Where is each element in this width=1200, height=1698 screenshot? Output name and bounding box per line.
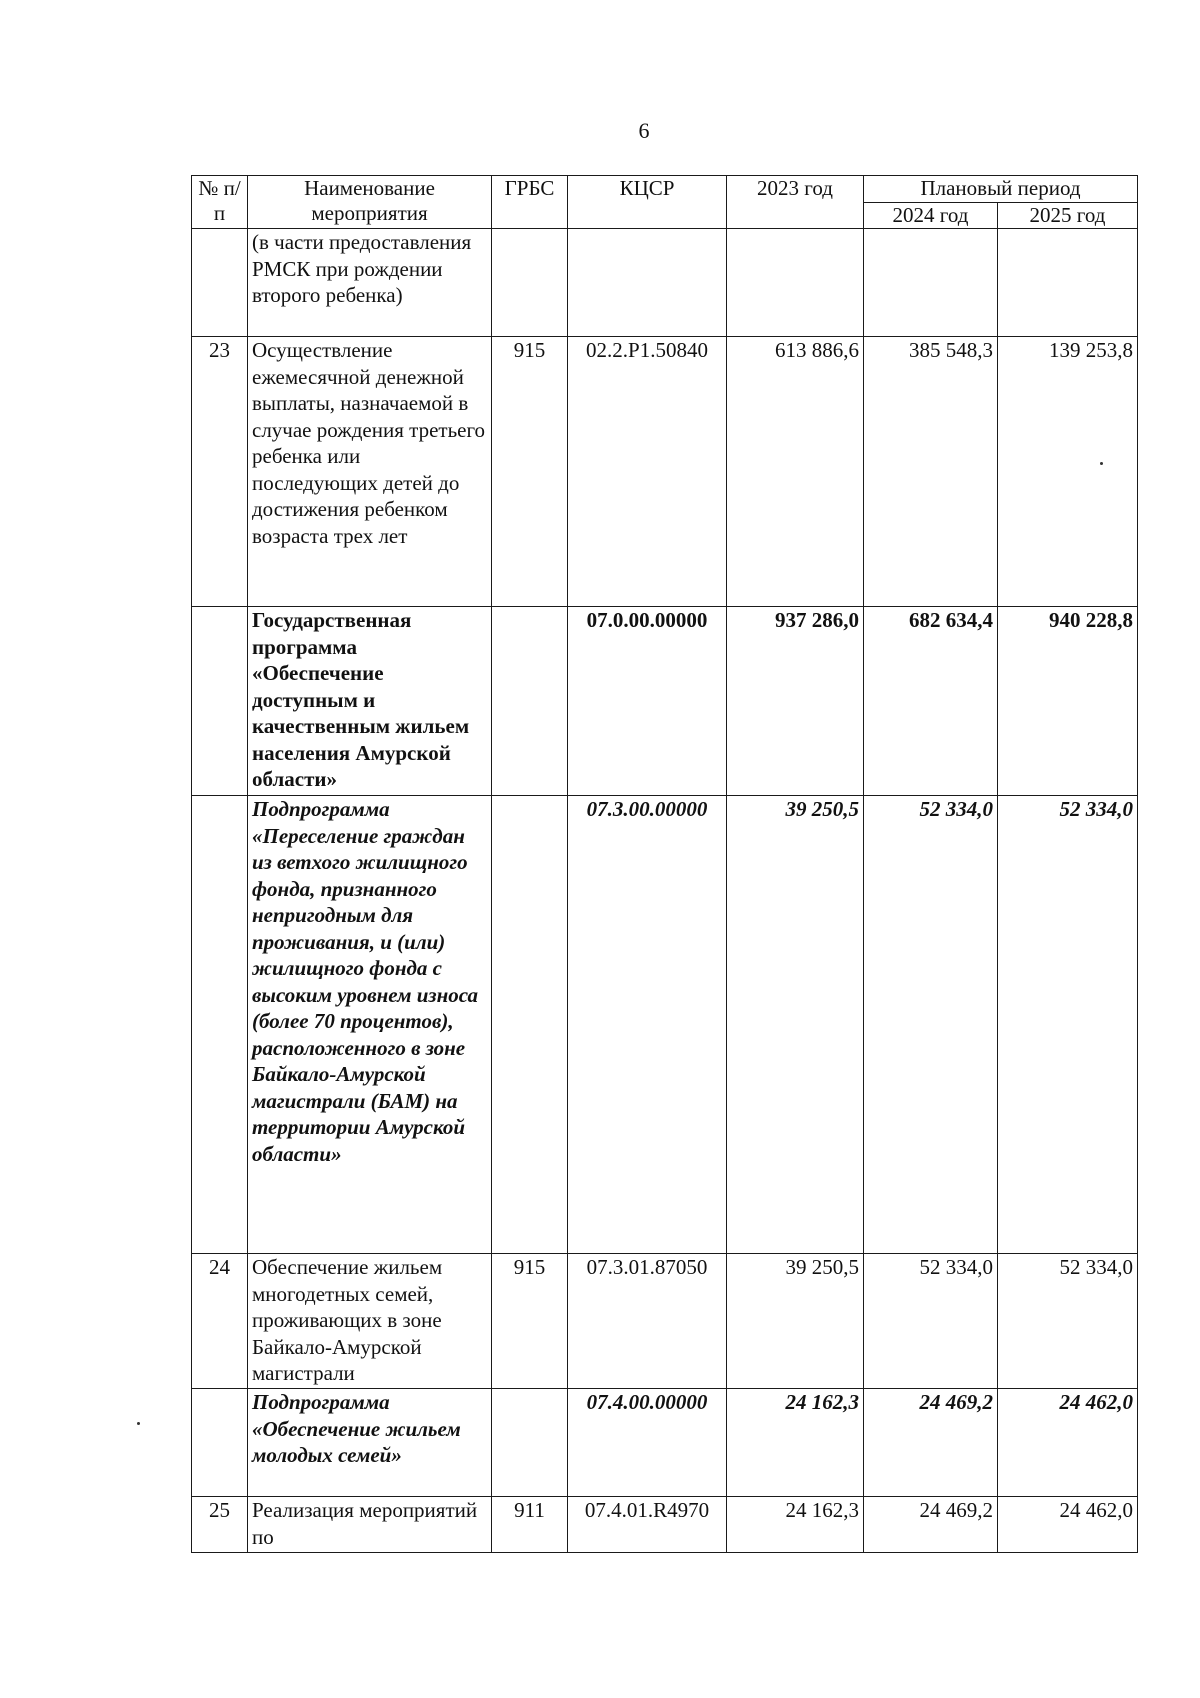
table-row: [192, 607, 1138, 796]
row-grbs: [492, 1389, 568, 1497]
row-num: [192, 607, 248, 796]
row-2025: 24 462,0: [998, 1497, 1138, 1553]
row-name: Обеспечение жильем многодетных семей, проживающих в зоне Байкало-Амурской магистрали: [248, 1254, 492, 1389]
row-name: Реализация мероприятий по: [248, 1497, 492, 1553]
budget-table: [191, 175, 1138, 1553]
row-2025: 139 253,8: [998, 337, 1138, 607]
row-grbs: 915: [492, 1254, 568, 1389]
row-num: 25: [192, 1497, 248, 1553]
row-kcsr: 07.0.00.00000: [568, 607, 727, 796]
table-header: [192, 176, 1138, 229]
header-2023: 2023 год: [727, 176, 864, 229]
row-num: 24: [192, 1254, 248, 1389]
row-2023: 39 250,5: [727, 796, 864, 1254]
header-2024: 2024 год: [864, 203, 998, 229]
row-grbs: [492, 607, 568, 796]
row-2025: 52 334,0: [998, 1254, 1138, 1389]
row-2023: [727, 229, 864, 337]
row-2023: 613 886,6: [727, 337, 864, 607]
row-num: [192, 1389, 248, 1497]
row-2025: 940 228,8: [998, 607, 1138, 796]
table-row: [192, 796, 1138, 1254]
row-2024: 24 469,2: [864, 1389, 998, 1497]
row-kcsr: 07.4.01.R4970: [568, 1497, 727, 1553]
table-row: [192, 1497, 1138, 1553]
row-2023: 937 286,0: [727, 607, 864, 796]
header-planned-period: Плановый период: [864, 176, 1138, 203]
row-grbs: [492, 796, 568, 1254]
row-2023: 24 162,3: [727, 1389, 864, 1497]
row-grbs: 911: [492, 1497, 568, 1553]
row-2023: 24 162,3: [727, 1497, 864, 1553]
row-2024: 24 469,2: [864, 1497, 998, 1553]
header-name: Наименование мероприятия: [248, 176, 492, 229]
row-kcsr: 07.4.00.00000: [568, 1389, 727, 1497]
header-2025: 2025 год: [998, 203, 1138, 229]
row-2024: 52 334,0: [864, 796, 998, 1254]
row-num: [192, 796, 248, 1254]
scan-speck: [137, 1422, 140, 1425]
table-row: [192, 337, 1138, 607]
row-kcsr: 07.3.01.87050: [568, 1254, 727, 1389]
row-name: (в части предоставления РМСК при рождении второго ребенка): [248, 229, 492, 337]
row-kcsr: 02.2.P1.50840: [568, 337, 727, 607]
row-2023: 39 250,5: [727, 1254, 864, 1389]
row-grbs: [492, 229, 568, 337]
row-2024: 52 334,0: [864, 1254, 998, 1389]
row-2025: 52 334,0: [998, 796, 1138, 1254]
page-number: 6: [638, 118, 650, 143]
row-name: Подпрограмма «Переселение граждан из ветхого жилищного фонда, признанного непригодным для проживания, и (или) жилищного фонда с высоким уровнем износа (более 70 процентов), расположенного в зоне Байкало-Амурской магистрали (БАМ) на территории Амурской области»: [248, 796, 492, 1254]
table-row: [192, 229, 1138, 337]
header-num: № п/п: [192, 176, 248, 229]
row-num: 23: [192, 337, 248, 607]
row-2024: 682 634,4: [864, 607, 998, 796]
header-grbs: ГРБС: [492, 176, 568, 229]
row-name: Государственная программа «Обеспечение доступным и качественным жильем населения Амурской области»: [248, 607, 492, 796]
header-kcsr: КЦСР: [568, 176, 727, 229]
row-2024: 385 548,3: [864, 337, 998, 607]
row-num: [192, 229, 248, 337]
row-kcsr: 07.3.00.00000: [568, 796, 727, 1254]
row-2025: [998, 229, 1138, 337]
row-grbs: 915: [492, 337, 568, 607]
row-name: Осуществление ежемесячной денежной выплаты, назначаемой в случае рождения третьего ребенка или последующих детей до достижения ребенком возраста трех лет: [248, 337, 492, 607]
row-2025: 24 462,0: [998, 1389, 1138, 1497]
row-2024: [864, 229, 998, 337]
table-row: [192, 1389, 1138, 1497]
row-kcsr: [568, 229, 727, 337]
table-row: [192, 1254, 1138, 1389]
row-name: Подпрограмма «Обеспечение жильем молодых семей»: [248, 1389, 492, 1497]
